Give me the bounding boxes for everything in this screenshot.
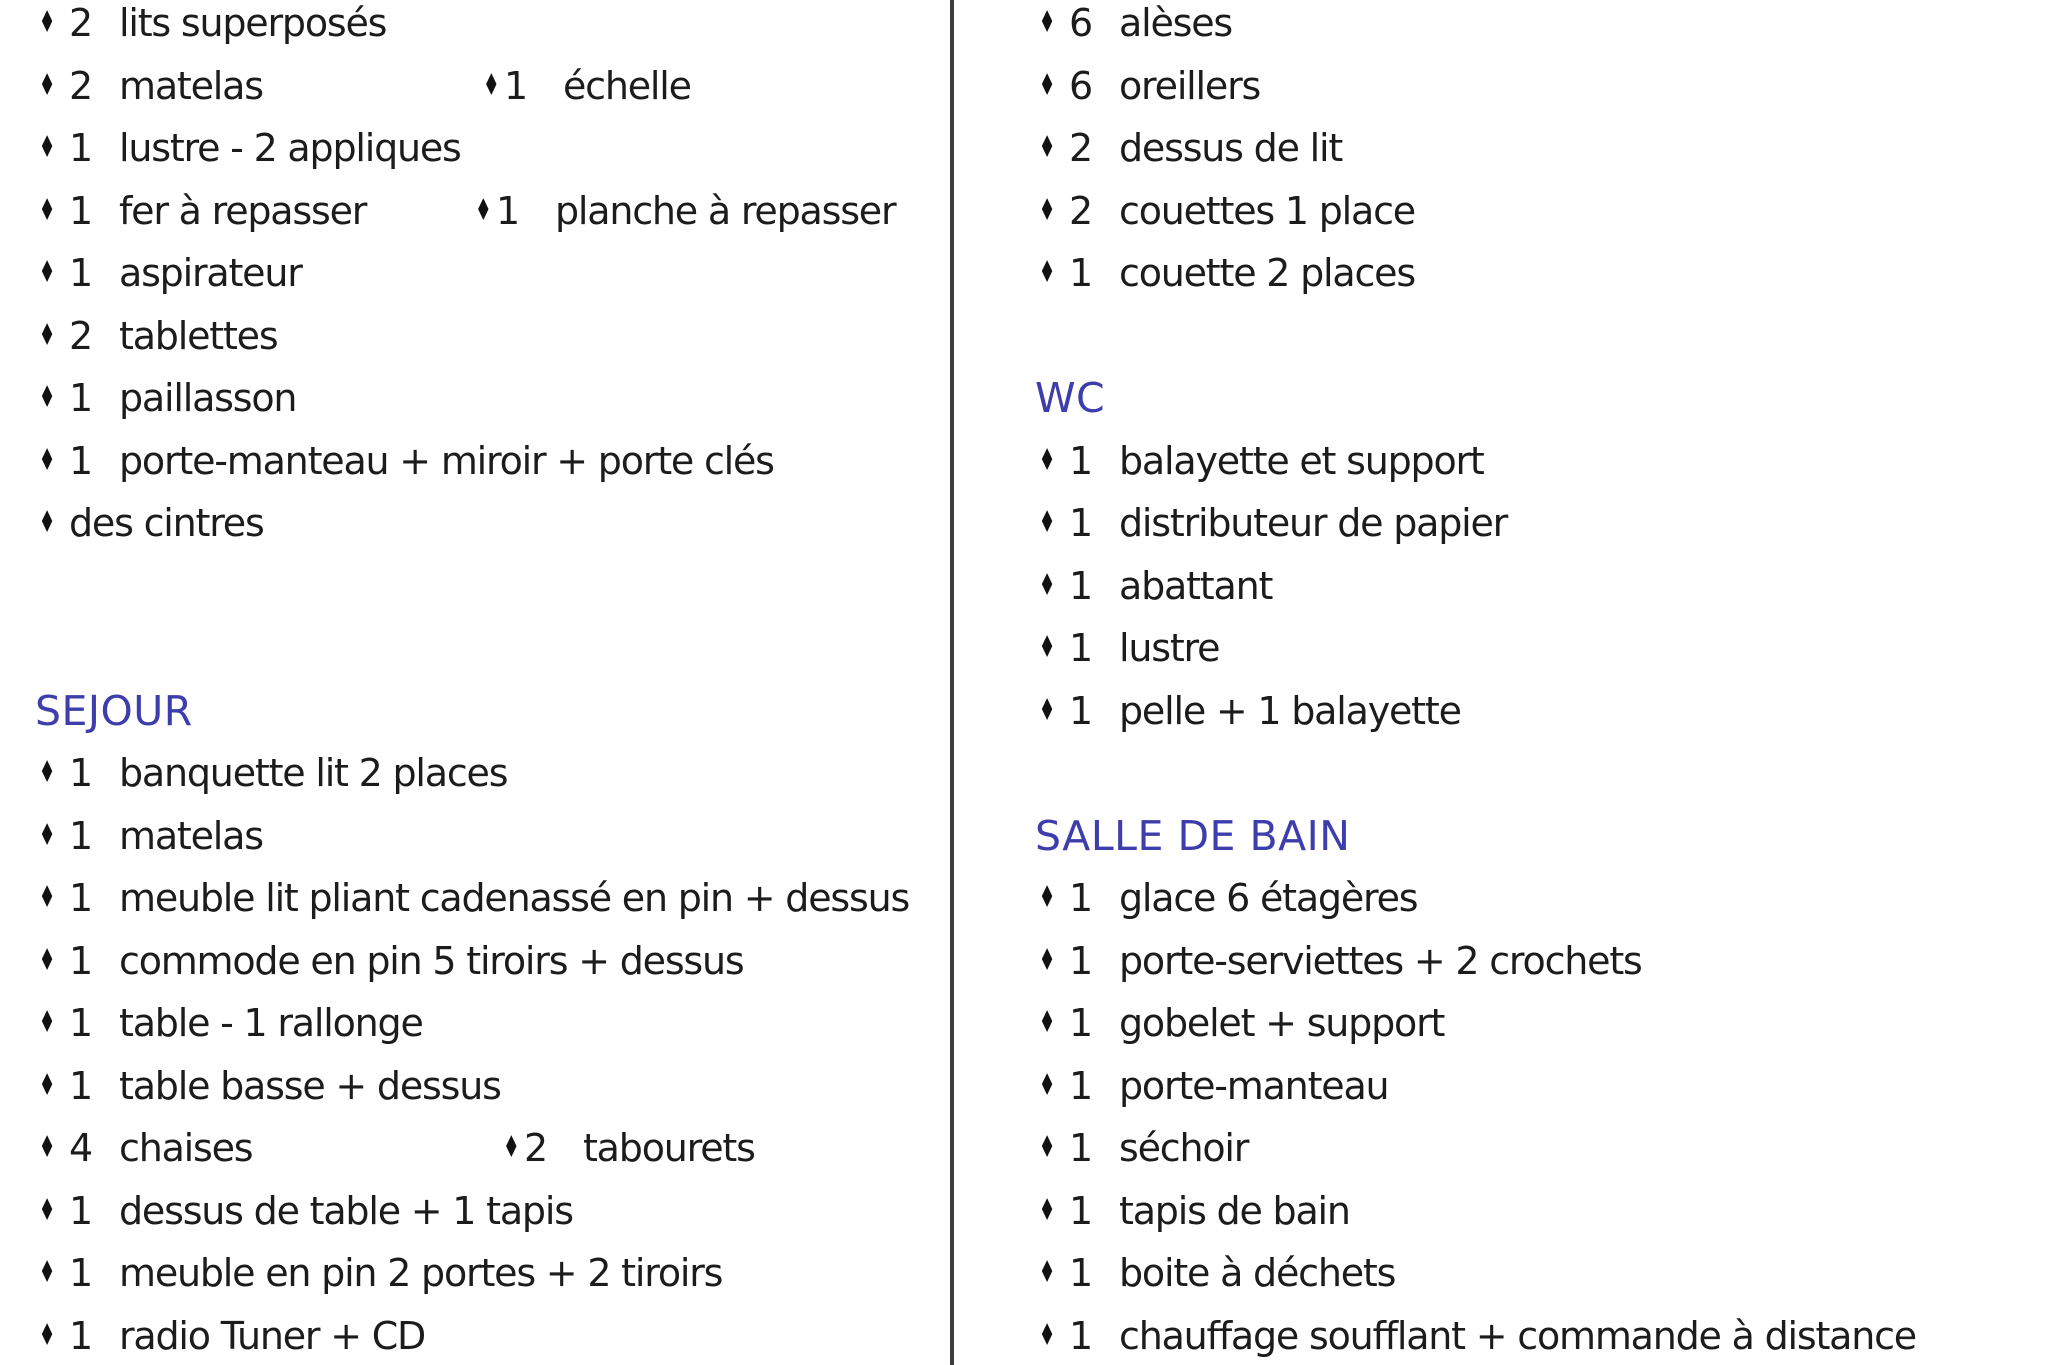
diamond-bullet-icon: ♦ bbox=[1038, 505, 1056, 541]
item-label: couettes 1 place bbox=[1119, 188, 1415, 233]
diamond-bullet-icon: ♦ bbox=[38, 1005, 56, 1041]
section-header-row bbox=[1035, 805, 2045, 868]
item-label: lustre bbox=[1119, 626, 1220, 671]
item-qty: 1 bbox=[1069, 1126, 1092, 1171]
item-qty: 1 bbox=[496, 188, 519, 233]
empty-line bbox=[35, 617, 947, 680]
list-item bbox=[35, 1117, 947, 1180]
section-header-sejour: SEJOUR bbox=[35, 686, 193, 735]
section-header-row bbox=[1035, 367, 2045, 430]
list-item bbox=[1035, 492, 2045, 555]
list-item bbox=[35, 0, 947, 55]
item-qty: 1 bbox=[69, 376, 92, 421]
item-label: séchoir bbox=[1119, 1126, 1249, 1171]
item-label: chauffage soufflant + commande à distance bbox=[1119, 1313, 1916, 1358]
diamond-bullet-icon: ♦ bbox=[1038, 942, 1056, 978]
item-label: aspirateur bbox=[119, 251, 302, 296]
item-qty: 1 bbox=[69, 876, 92, 921]
item-label: gobelet + support bbox=[1119, 1001, 1445, 1046]
list-item bbox=[35, 117, 947, 180]
item-label: table basse + dessus bbox=[119, 1063, 501, 1108]
list-item bbox=[1035, 1242, 2045, 1305]
diamond-bullet-icon: ♦ bbox=[475, 192, 492, 228]
diamond-bullet-icon: ♦ bbox=[38, 1317, 56, 1353]
item-qty: 1 bbox=[69, 813, 92, 858]
item-label: des cintres bbox=[69, 501, 264, 546]
list-item bbox=[1035, 180, 2045, 243]
diamond-bullet-icon: ♦ bbox=[1038, 255, 1056, 291]
empty-line bbox=[1035, 305, 2045, 368]
item-label: matelas bbox=[119, 63, 263, 108]
item-qty: 2 bbox=[69, 63, 92, 108]
diamond-bullet-icon: ♦ bbox=[1038, 192, 1056, 228]
item-qty: 1 bbox=[1069, 1313, 1092, 1358]
item-label: tabourets bbox=[582, 1126, 755, 1171]
list-item bbox=[1035, 867, 2045, 930]
item-label: porte-manteau + miroir + porte clés bbox=[119, 438, 774, 483]
item-label: porte-manteau bbox=[1119, 1063, 1389, 1108]
item-label: balayette et support bbox=[1119, 438, 1484, 483]
item-label: planche à repasser bbox=[554, 188, 896, 233]
item-label: glace 6 étagères bbox=[1119, 876, 1418, 921]
item-label: dessus de lit bbox=[1119, 126, 1343, 171]
diamond-bullet-icon: ♦ bbox=[1038, 1067, 1056, 1103]
section-header-row bbox=[35, 680, 947, 743]
item-qty: 2 bbox=[69, 1, 92, 46]
list-item bbox=[35, 305, 947, 368]
list-item bbox=[35, 1242, 947, 1305]
list-item bbox=[35, 867, 947, 930]
diamond-bullet-icon: ♦ bbox=[1038, 880, 1056, 916]
list-item bbox=[1035, 0, 2045, 55]
item-label: lustre - 2 appliques bbox=[119, 126, 461, 171]
item-label: chaises bbox=[119, 1126, 253, 1171]
item-label: alèses bbox=[1119, 1, 1232, 46]
list-item bbox=[1035, 117, 2045, 180]
item-label: lits superposés bbox=[119, 1, 387, 46]
column-divider-line bbox=[950, 0, 954, 1365]
secondary-item bbox=[500, 1117, 755, 1180]
list-item bbox=[35, 430, 947, 493]
empty-line bbox=[35, 555, 947, 618]
list-item bbox=[35, 930, 947, 993]
item-qty: 1 bbox=[1069, 563, 1092, 608]
list-item bbox=[35, 367, 947, 430]
diamond-bullet-icon: ♦ bbox=[1038, 567, 1056, 603]
item-label: couette 2 places bbox=[1119, 251, 1415, 296]
item-qty: 1 bbox=[69, 751, 92, 796]
diamond-bullet-icon: ♦ bbox=[38, 817, 56, 853]
list-item bbox=[35, 742, 947, 805]
item-qty: 1 bbox=[69, 1188, 92, 1233]
item-qty: 1 bbox=[1069, 626, 1092, 671]
item-qty: 1 bbox=[69, 1251, 92, 1296]
item-label: boite à déchets bbox=[1119, 1251, 1396, 1296]
diamond-bullet-icon: ♦ bbox=[38, 1130, 56, 1166]
item-qty: 1 bbox=[1069, 1001, 1092, 1046]
item-qty: 1 bbox=[69, 251, 92, 296]
list-item bbox=[35, 242, 947, 305]
diamond-bullet-icon: ♦ bbox=[38, 442, 56, 478]
diamond-bullet-icon: ♦ bbox=[1038, 1192, 1056, 1228]
item-label: oreillers bbox=[1119, 63, 1261, 108]
item-label: commode en pin 5 tiroirs + dessus bbox=[119, 938, 744, 983]
item-label: banquette lit 2 places bbox=[119, 751, 508, 796]
diamond-bullet-icon: ♦ bbox=[1038, 692, 1056, 728]
item-qty: 6 bbox=[1069, 63, 1092, 108]
diamond-bullet-icon: ♦ bbox=[38, 1255, 56, 1291]
list-item bbox=[1035, 55, 2045, 118]
item-label: fer à repasser bbox=[119, 188, 367, 233]
list-item bbox=[35, 1305, 947, 1365]
item-label: tablettes bbox=[119, 313, 278, 358]
item-label: porte-serviettes + 2 crochets bbox=[1119, 938, 1642, 983]
diamond-bullet-icon: ♦ bbox=[1038, 1130, 1056, 1166]
diamond-bullet-icon: ♦ bbox=[1038, 1005, 1056, 1041]
section-header-salle-de-bain: SALLE DE BAIN bbox=[1035, 811, 1351, 860]
item-qty: 1 bbox=[1069, 938, 1092, 983]
list-item bbox=[35, 55, 947, 118]
item-label: tapis de bain bbox=[1119, 1188, 1350, 1233]
diamond-bullet-icon: ♦ bbox=[38, 317, 56, 353]
list-item bbox=[35, 1180, 947, 1243]
list-item bbox=[35, 492, 947, 555]
diamond-bullet-icon: ♦ bbox=[38, 5, 56, 41]
item-qty: 1 bbox=[1069, 876, 1092, 921]
left-column bbox=[35, 0, 947, 1365]
list-item bbox=[35, 180, 947, 243]
list-item bbox=[1035, 555, 2045, 618]
list-item bbox=[35, 992, 947, 1055]
diamond-bullet-icon: ♦ bbox=[1038, 5, 1056, 41]
item-label: meuble en pin 2 portes + 2 tiroirs bbox=[119, 1251, 723, 1296]
item-label: radio Tuner + CD bbox=[119, 1313, 426, 1358]
right-column bbox=[1035, 0, 2045, 1365]
item-qty: 2 bbox=[524, 1126, 547, 1171]
list-item bbox=[1035, 1305, 2045, 1365]
item-label: pelle + 1 balayette bbox=[1119, 688, 1461, 733]
list-item bbox=[1035, 617, 2045, 680]
item-qty: 1 bbox=[1069, 1063, 1092, 1108]
list-item bbox=[1035, 680, 2045, 743]
diamond-bullet-icon: ♦ bbox=[38, 192, 56, 228]
item-qty: 1 bbox=[69, 938, 92, 983]
item-label: échelle bbox=[562, 63, 691, 108]
empty-line bbox=[1035, 742, 2045, 805]
list-item bbox=[1035, 1180, 2045, 1243]
list-item bbox=[1035, 930, 2045, 993]
item-qty: 1 bbox=[1069, 251, 1092, 296]
item-qty: 1 bbox=[69, 1001, 92, 1046]
item-qty: 4 bbox=[69, 1126, 92, 1171]
item-qty: 1 bbox=[1069, 438, 1092, 483]
diamond-bullet-icon: ♦ bbox=[503, 1130, 520, 1166]
list-item bbox=[1035, 992, 2045, 1055]
diamond-bullet-icon: ♦ bbox=[1038, 130, 1056, 166]
diamond-bullet-icon: ♦ bbox=[1038, 67, 1056, 103]
diamond-bullet-icon: ♦ bbox=[1038, 1255, 1056, 1291]
item-label: paillasson bbox=[119, 376, 297, 421]
list-item bbox=[1035, 430, 2045, 493]
diamond-bullet-icon: ♦ bbox=[1038, 630, 1056, 666]
diamond-bullet-icon: ♦ bbox=[38, 942, 56, 978]
item-qty: 1 bbox=[1069, 501, 1092, 546]
item-qty: 1 bbox=[1069, 1188, 1092, 1233]
diamond-bullet-icon: ♦ bbox=[38, 1067, 56, 1103]
item-qty: 1 bbox=[69, 188, 92, 233]
item-qty: 1 bbox=[1069, 1251, 1092, 1296]
diamond-bullet-icon: ♦ bbox=[1038, 1317, 1056, 1353]
diamond-bullet-icon: ♦ bbox=[38, 755, 56, 791]
item-qty: 6 bbox=[1069, 1, 1092, 46]
item-qty: 1 bbox=[69, 438, 92, 483]
list-item bbox=[1035, 1117, 2045, 1180]
secondary-item bbox=[480, 55, 691, 118]
item-qty: 1 bbox=[504, 63, 527, 108]
item-qty: 2 bbox=[1069, 188, 1092, 233]
item-label: distributeur de papier bbox=[1119, 501, 1508, 546]
item-label: abattant bbox=[1119, 563, 1273, 608]
list-item bbox=[35, 805, 947, 868]
item-qty: 1 bbox=[69, 1313, 92, 1358]
item-label: dessus de table + 1 tapis bbox=[119, 1188, 573, 1233]
item-qty: 2 bbox=[1069, 126, 1092, 171]
diamond-bullet-icon: ♦ bbox=[38, 255, 56, 291]
diamond-bullet-icon: ♦ bbox=[38, 380, 56, 416]
diamond-bullet-icon: ♦ bbox=[483, 67, 500, 103]
diamond-bullet-icon: ♦ bbox=[38, 130, 56, 166]
section-header-wc: WC bbox=[1035, 374, 1106, 423]
list-item bbox=[35, 1055, 947, 1118]
item-qty: 1 bbox=[69, 1063, 92, 1108]
list-item bbox=[1035, 1055, 2045, 1118]
item-label: meuble lit pliant cadenassé en pin + dessus bbox=[119, 876, 910, 921]
item-qty: 1 bbox=[69, 126, 92, 171]
diamond-bullet-icon: ♦ bbox=[1038, 442, 1056, 478]
diamond-bullet-icon: ♦ bbox=[38, 67, 56, 103]
item-label: matelas bbox=[119, 813, 263, 858]
diamond-bullet-icon: ♦ bbox=[38, 505, 56, 541]
secondary-item bbox=[472, 180, 895, 243]
item-qty: 2 bbox=[69, 313, 92, 358]
list-item bbox=[1035, 242, 2045, 305]
item-label: table - 1 rallonge bbox=[119, 1001, 423, 1046]
diamond-bullet-icon: ♦ bbox=[38, 880, 56, 916]
item-qty: 1 bbox=[1069, 688, 1092, 733]
diamond-bullet-icon: ♦ bbox=[38, 1192, 56, 1228]
